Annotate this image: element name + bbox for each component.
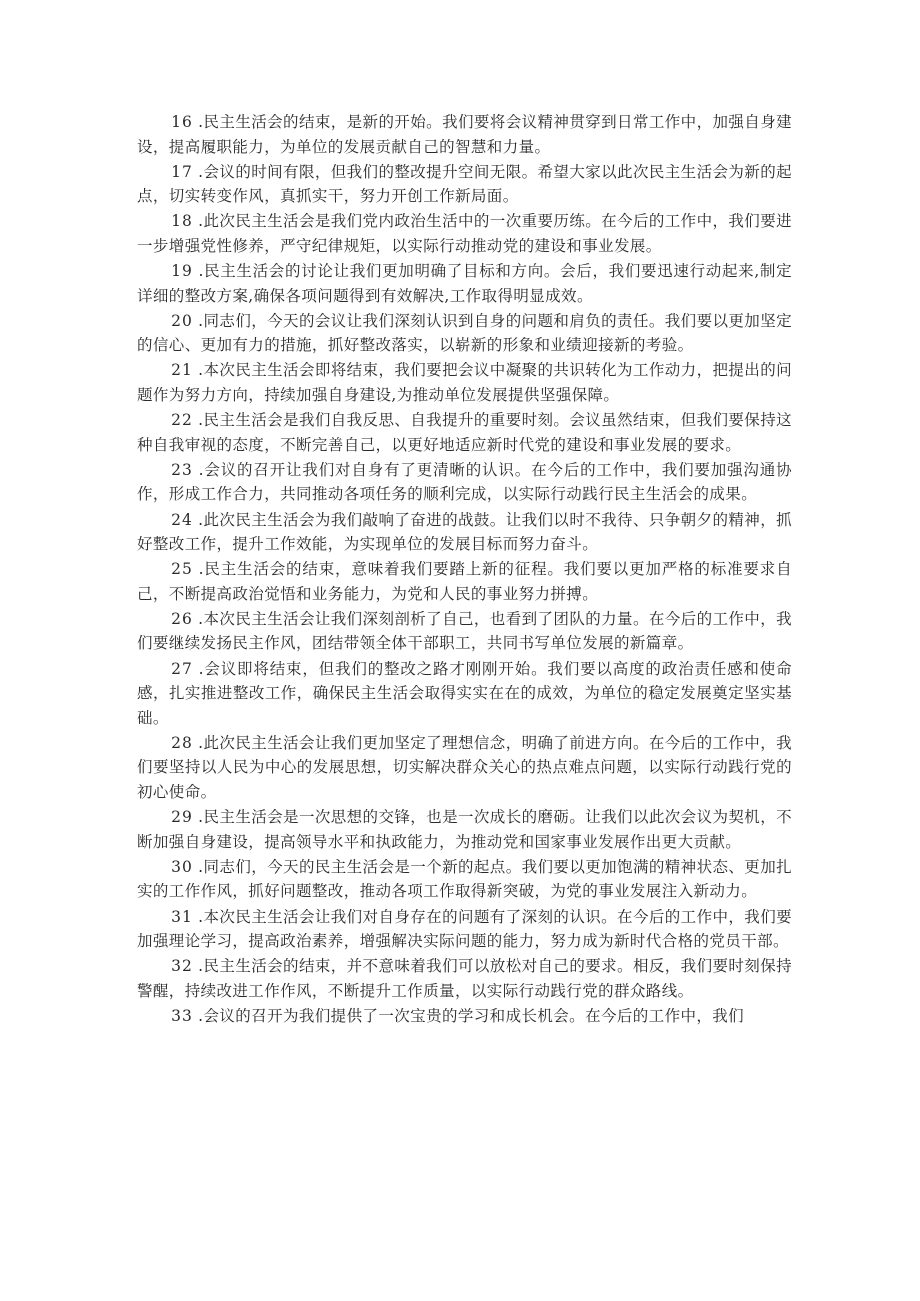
paragraph-text: 民主生活会是一次思想的交锋，也是一次成长的磨砺。让我们以此次会议为契机，不断加强自身建设，提高领导水平和执政能力，为推动党和国家事业发展作出更大贡献。 bbox=[137, 808, 793, 851]
paragraph-number: 17 bbox=[171, 162, 193, 181]
paragraph-22: 22 .民主生活会是我们自我反思、自我提升的重要时刻。会议虽然结束，但我们要保持这种自我审视的态度，不断完善自己，以更好地适应新时代党的建设和事业发展的要求。 bbox=[137, 411, 793, 454]
paragraph-number: 31 bbox=[171, 907, 193, 926]
paragraph-number: 20 bbox=[171, 311, 193, 330]
paragraph-number: 29 bbox=[171, 808, 193, 827]
paragraph-text: 民主生活会的结束，并不意味着我们可以放松对自己的要求。相反，我们要时刻保持警醒，持续改进工作作风，不断提升工作质量，以实际行动践行党的群众路线。 bbox=[137, 957, 793, 1000]
paragraph-text: 民主生活会的结束，意味着我们要踏上新的征程。我们要以更加严格的标准要求自己，不断提高政治觉悟和业务能力，为党和人民的事业努力拼搏。 bbox=[137, 560, 792, 603]
paragraph-21: 21 .本次民主生活会即将结束，我们要把会议中凝聚的共识转化为工作动力，把提出的问题作为努力方向，持续加强自身建设,为推动单位发展提供坚强保障。 bbox=[137, 361, 793, 405]
paragraph-33: 33 .会议的召开为我们提供了一次宝贵的学习和成长机会。在今后的工作中，我们 bbox=[171, 1006, 745, 1025]
document-body bbox=[137, 110, 792, 1029]
paragraph-number: 32 bbox=[171, 957, 193, 976]
paragraph-number: 19 bbox=[171, 262, 193, 281]
paragraph-text: 民主生活会是我们自我反思、自我提升的重要时刻。会议虽然结束，但我们要保持这种自我审视的态度，不断完善自己，以更好地适应新时代党的建设和事业发展的要求。 bbox=[137, 411, 793, 454]
paragraph-26: 26 .本次民主生活会让我们深刻剖析了自己，也看到了团队的力量。在今后的工作中，我们要继续发扬民主作风，团结带领全体干部职工，共同书写单位发展的新篇章。 bbox=[137, 609, 793, 653]
paragraph-23: 23 .会议的召开让我们对自身有了更清晰的认识。在今后的工作中，我们要加强沟通协作，形成工作合力，共同推动各项任务的顺利完成，以实际行动践行民主生活会的成果。 bbox=[137, 460, 792, 504]
paragraph-text: 会议的时间有限，但我们的整改提升空间无限。希望大家以此次民主生活会为新的起点，切实转变作风，真抓实干，努力开创工作新局面。 bbox=[137, 162, 793, 206]
paragraph-number: 18 bbox=[171, 212, 193, 231]
paragraph-text: 民主生活会的结束，是新的开始。我们要将会议精神贯穿到日常工作中，加强自身建设，提高履职能力，为单位的发展贡献自己的智慧和力量。 bbox=[137, 113, 793, 156]
paragraph-number: 27 bbox=[171, 659, 193, 678]
paragraph-number: 28 bbox=[171, 733, 193, 752]
paragraph-text: 本次民主生活会即将结束，我们要把会议中凝聚的共识转化为工作动力，把提出的问题作为努力方向，持续加强自身建设,为推动单位发展提供坚强保障。 bbox=[137, 361, 793, 405]
paragraph-text: 此次民主生活会让我们更加坚定了理想信念，明确了前进方向。在今后的工作中，我们要坚持以人民为中心的发展思想，切实解决群众关心的热点难点问题，以实际行动践行党的初心使命。 bbox=[137, 733, 793, 802]
paragraph-text: 同志们，今天的会议让我们深刻认识到自身的问题和肩负的责任。我们要以更加坚定的信心、更加有力的措施，抓好整改落实，以崭新的形象和业绩迎接新的考验。 bbox=[137, 311, 793, 355]
paragraph-number: 25 bbox=[171, 560, 193, 579]
paragraph-number: 16 bbox=[171, 113, 193, 131]
paragraph-number: 22 bbox=[171, 411, 193, 430]
paragraph-number: 21 bbox=[171, 361, 193, 380]
paragraph-number: 23 bbox=[171, 460, 193, 479]
paragraph-number: 26 bbox=[171, 609, 193, 628]
paragraph-31: 31 .本次民主生活会让我们对自身存在的问题有了深刻的认识。在今后的工作中，我们要加强理论学习，提高政治素养，增强解决实际问题的能力，努力成为新时代合格的党员干部。 bbox=[137, 907, 793, 951]
paragraph-30: 30 .同志们，今天的民主生活会是一个新的起点。我们要以更加饱满的精神状态、更加扎实的工作作风，抓好问题整改，推动各项工作取得新突破，为党的事业发展注入新动力。 bbox=[137, 857, 793, 901]
paragraph-text: 同志们，今天的民主生活会是一个新的起点。我们要以更加饱满的精神状态、更加扎实的工作作风，抓好问题整改，推动各项工作取得新突破，为党的事业发展注入新动力。 bbox=[137, 857, 793, 901]
paragraph-text: 会议的召开为我们提供了一次宝贵的学习和成长机会。在今后的工作中，我们 bbox=[203, 1006, 745, 1025]
paragraph-27: 27 .会议即将结束，但我们的整改之路才刚刚开始。我们要以高度的政治责任感和使命感，扎实推进整改工作，确保民主生活会取得实实在在的成效，为单位的稳定发展奠定坚实基础。 bbox=[137, 659, 792, 727]
paragraph-text: 民主生活会的讨论让我们更加明确了目标和方向。会后，我们要迅速行动起来,制定详细的整改方案,确保各项问题得到有效解决,工作取得明显成效。 bbox=[137, 262, 793, 305]
paragraph-29: 29 .民主生活会是一次思想的交锋，也是一次成长的磨砺。让我们以此次会议为契机，不断加强自身建设，提高领导水平和执政能力，为推动党和国家事业发展作出更大贡献。 bbox=[137, 808, 793, 851]
paragraph-19: 19 .民主生活会的讨论让我们更加明确了目标和方向。会后，我们要迅速行动起来,制定详细的整改方案,确保各项问题得到有效解决,工作取得明显成效。 bbox=[137, 262, 793, 305]
paragraph-20: 20 .同志们，今天的会议让我们深刻认识到自身的问题和肩负的责任。我们要以更加坚定的信心、更加有力的措施，抓好整改落实，以崭新的形象和业绩迎接新的考验。 bbox=[137, 311, 793, 355]
paragraph-text: 本次民主生活会让我们深刻剖析了自己，也看到了团队的力量。在今后的工作中，我们要继续发扬民主作风，团结带领全体干部职工，共同书写单位发展的新篇章。 bbox=[137, 609, 793, 653]
paragraph-number: 33 bbox=[171, 1006, 193, 1025]
paragraph-text: 此次民主生活会是我们党内政治生活中的一次重要历练。在今后的工作中，我们要进一步增强党性修养，严守纪律规矩，以实际行动推动党的建设和事业发展。 bbox=[137, 212, 793, 255]
paragraph-17: 17 .会议的时间有限，但我们的整改提升空间无限。希望大家以此次民主生活会为新的起点，切实转变作风，真抓实干，努力开创工作新局面。 bbox=[137, 162, 793, 206]
paragraph-number: 24 bbox=[171, 510, 193, 529]
paragraph-24: 24 .此次民主生活会为我们敲响了奋进的战鼓。让我们以时不我待、只争朝夕的精神，抓好整改工作，提升工作效能，为实现单位的发展目标而努力奋斗。 bbox=[137, 510, 793, 554]
paragraph-25: 25 .民主生活会的结束，意味着我们要踏上新的征程。我们要以更加严格的标准要求自己，不断提高政治觉悟和业务能力，为党和人民的事业努力拼搏。 bbox=[137, 560, 792, 603]
paragraph-18: 18 .此次民主生活会是我们党内政治生活中的一次重要历练。在今后的工作中，我们要进一步增强党性修养，严守纪律规矩，以实际行动推动党的建设和事业发展。 bbox=[137, 212, 793, 255]
paragraph-text: 本次民主生活会让我们对自身存在的问题有了深刻的认识。在今后的工作中，我们要加强理论学习，提高政治素养，增强解决实际问题的能力，努力成为新时代合格的党员干部。 bbox=[137, 907, 793, 951]
paragraph-16: 16 .民主生活会的结束，是新的开始。我们要将会议精神贯穿到日常工作中，加强自身建设，提高履职能力，为单位的发展贡献自己的智慧和力量。 bbox=[137, 113, 793, 156]
paragraph-text: 此次民主生活会为我们敲响了奋进的战鼓。让我们以时不我待、只争朝夕的精神，抓好整改工作，提升工作效能，为实现单位的发展目标而努力奋斗。 bbox=[137, 510, 793, 554]
paragraph-32: 32 .民主生活会的结束，并不意味着我们可以放松对自己的要求。相反，我们要时刻保持警醒，持续改进工作作风，不断提升工作质量，以实际行动践行党的群众路线。 bbox=[137, 957, 793, 1000]
paragraph-number: 30 bbox=[171, 857, 193, 876]
paragraph-text: 会议即将结束，但我们的整改之路才刚刚开始。我们要以高度的政治责任感和使命感，扎实推进整改工作，确保民主生活会取得实实在在的成效，为单位的稳定发展奠定坚实基础。 bbox=[137, 659, 792, 727]
paragraph-text: 会议的召开让我们对自身有了更清晰的认识。在今后的工作中，我们要加强沟通协作，形成工作合力，共同推动各项任务的顺利完成，以实际行动践行民主生活会的成果。 bbox=[137, 460, 792, 504]
paragraph-28: 28 .此次民主生活会让我们更加坚定了理想信念，明确了前进方向。在今后的工作中，我们要坚持以人民为中心的发展思想，切实解决群众关心的热点难点问题，以实际行动践行党的初心使命。 bbox=[137, 733, 793, 802]
